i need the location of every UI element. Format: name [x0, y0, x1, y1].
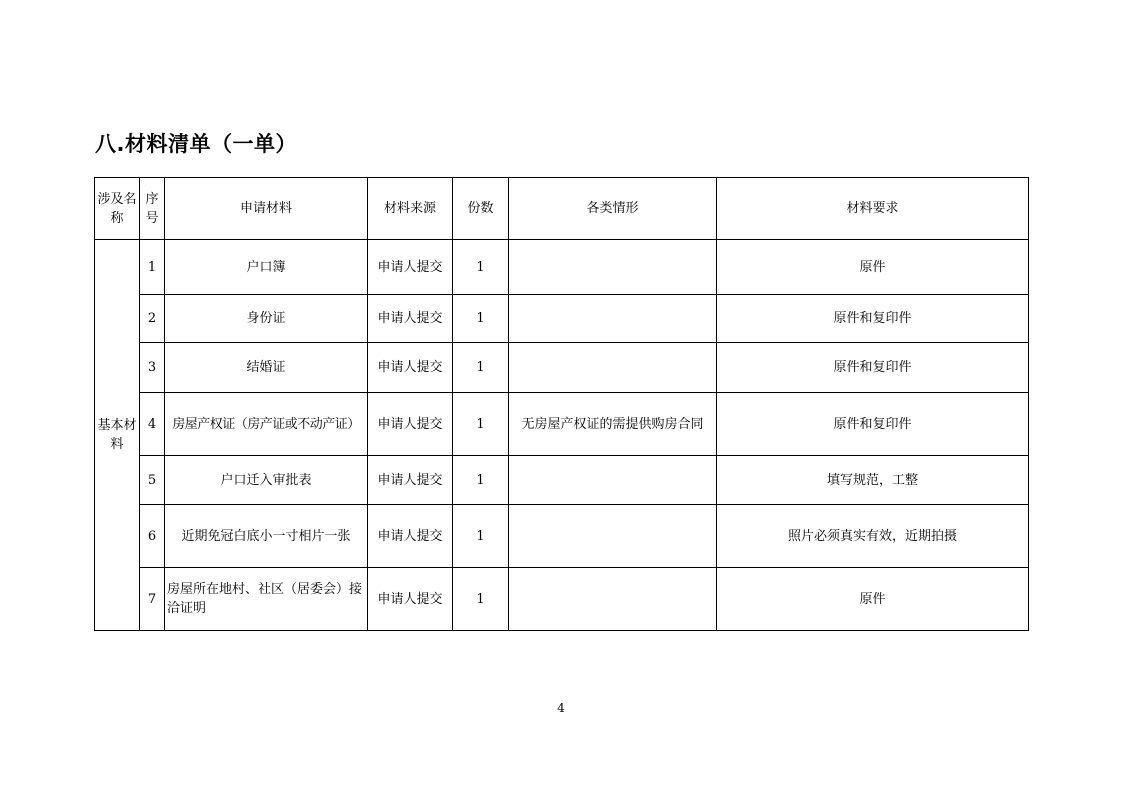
row-situation [509, 295, 717, 343]
table-row [95, 343, 1029, 393]
row-requirement: 填写规范，工整 [717, 456, 1029, 505]
header-material: 申请材料 [165, 178, 368, 240]
row-material: 户口迁入审批表 [165, 456, 368, 505]
row-material: 房屋产权证（房产证或不动产证） [165, 393, 368, 456]
row-material: 近期免冠白底小一寸相片一张 [165, 505, 368, 568]
row-count: 1 [453, 295, 509, 343]
header-situation: 各类情形 [509, 178, 717, 240]
category-cell: 基本材料 [95, 240, 140, 631]
row-situation [509, 456, 717, 505]
row-no: 5 [140, 456, 165, 505]
row-source: 申请人提交 [368, 393, 453, 456]
header-requirement: 材料要求 [717, 178, 1029, 240]
row-requirement: 原件 [717, 240, 1029, 295]
row-requirement: 原件 [717, 568, 1029, 631]
row-situation: 无房屋产权证的需提供购房合同 [509, 393, 717, 456]
table-row [95, 393, 1029, 456]
row-requirement: 照片必须真实有效，近期拍摄 [717, 505, 1029, 568]
row-count: 1 [453, 456, 509, 505]
page-number: 4 [557, 701, 565, 715]
table-row [95, 568, 1029, 631]
row-source: 申请人提交 [368, 505, 453, 568]
row-situation [509, 343, 717, 393]
table-row [95, 240, 1029, 295]
row-no: 6 [140, 505, 165, 568]
row-source: 申请人提交 [368, 295, 453, 343]
row-no: 7 [140, 568, 165, 631]
row-count: 1 [453, 240, 509, 295]
page-title: 八.材料清单（一单） [95, 132, 297, 156]
row-material: 结婚证 [165, 343, 368, 393]
row-requirement: 原件和复印件 [717, 343, 1029, 393]
table-row [95, 295, 1029, 343]
header-source: 材料来源 [368, 178, 453, 240]
row-situation [509, 568, 717, 631]
table-row [95, 505, 1029, 568]
row-source: 申请人提交 [368, 568, 453, 631]
row-situation [509, 505, 717, 568]
table-header-row [95, 178, 1029, 240]
row-requirement: 原件和复印件 [717, 393, 1029, 456]
row-situation [509, 240, 717, 295]
row-requirement: 原件和复印件 [717, 295, 1029, 343]
row-source: 申请人提交 [368, 456, 453, 505]
row-no: 2 [140, 295, 165, 343]
header-category: 涉及名称 [95, 178, 140, 240]
row-no: 1 [140, 240, 165, 295]
row-count: 1 [453, 343, 509, 393]
header-count: 份数 [453, 178, 509, 240]
row-source: 申请人提交 [368, 240, 453, 295]
header-no: 序号 [140, 178, 165, 240]
row-count: 1 [453, 505, 509, 568]
table-row [95, 456, 1029, 505]
row-material: 户口簿 [165, 240, 368, 295]
row-no: 4 [140, 393, 165, 456]
row-material: 房屋所在地村、社区（居委会）接洽证明 [165, 568, 368, 631]
row-count: 1 [453, 393, 509, 456]
row-source: 申请人提交 [368, 343, 453, 393]
materials-table [94, 177, 1029, 631]
row-count: 1 [453, 568, 509, 631]
row-material: 身份证 [165, 295, 368, 343]
row-no: 3 [140, 343, 165, 393]
